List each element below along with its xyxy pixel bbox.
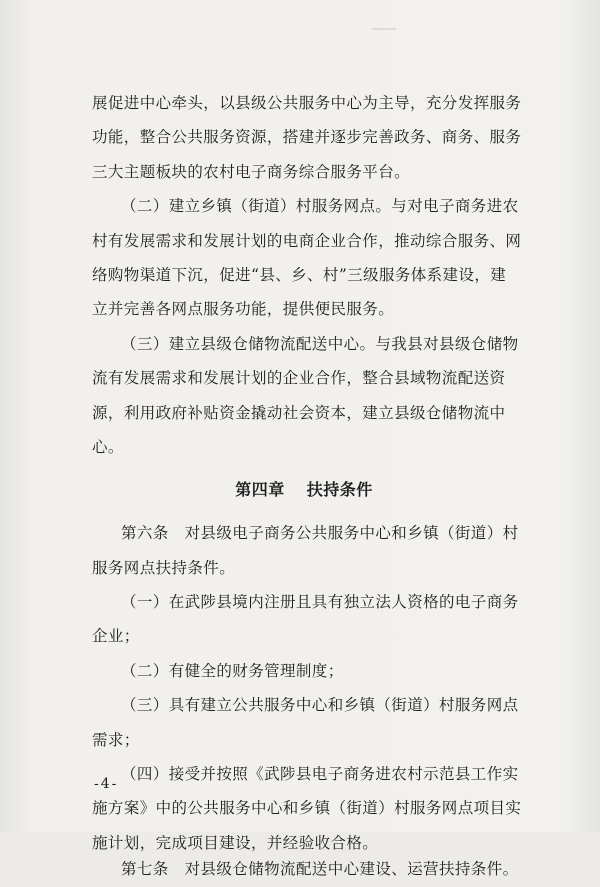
text-line: （四）接受并按照《武陟县电子商务进农村示范县工作实 <box>121 765 519 784</box>
condition-item-2 <box>92 654 516 688</box>
text-line: （三）具有建立公共服务中心和乡镇（街道）村服务网点 <box>121 696 519 715</box>
text-line: 第七条 对县级仓储物流配送中心建设、运营扶持条件。 <box>121 860 519 879</box>
text-line: （二）有健全的财务管理制度； <box>121 661 344 680</box>
condition-item-4 <box>92 757 522 860</box>
text-line: 心。 <box>92 437 124 456</box>
text-line: 立并完善各网点服务功能，提供便民服务。 <box>92 300 395 319</box>
text-line: 展促进中心牵头，以县级公共服务中心为主导，充分发挥服务 <box>92 94 522 112</box>
condition-item-1 <box>92 585 519 654</box>
text-line: 源，利用政府补贴资金撬动社会资本，建立县级仓储物流中 <box>92 403 506 422</box>
chapter-heading <box>92 464 516 516</box>
article-six <box>92 516 519 585</box>
text-line: 第六条 对县级电子商务公共服务中心和乡镇（街道）村 <box>121 524 519 543</box>
text-line: （二）建立乡镇（街道）村服务网点。与对电子商务进农 <box>121 197 519 216</box>
text-line: 施方案》中的公共服务中心和乡镇（街道）村服务网点项目实 <box>92 799 522 818</box>
text-line: 三大主题板块的农村电子商务综合服务平台。 <box>92 162 411 181</box>
text-line: 村有发展需求和发展计划的电商企业合作，推动综合服务、网 <box>92 231 522 250</box>
condition-item-3 <box>92 688 519 757</box>
text-line: （三）建立县级仓储物流配送中心。与我县对县级仓储物 <box>121 334 519 353</box>
chapter-title: 扶持条件 <box>306 480 373 500</box>
text-line: 络购物渠道下沉，促进“县、乡、村”三级服务体系建设，建 <box>92 265 507 284</box>
text-line: 流有发展需求和发展计划的企业合作，整合县域物流配送资 <box>92 369 506 388</box>
text-line: 功能，整合公共服务资源，搭建并逐步完善政务、商务、服务 <box>92 128 522 147</box>
paragraph-service-platform <box>92 86 522 189</box>
scan-artifact <box>372 28 396 30</box>
page-number: -4- <box>94 776 119 792</box>
body-text <box>92 86 522 887</box>
article-seven <box>92 852 519 886</box>
paragraph-township-service-points <box>92 189 522 327</box>
paragraph-logistics-center <box>92 327 519 465</box>
text-line: 服务网点扶持条件。 <box>92 558 236 577</box>
text-line: 企业； <box>92 627 140 646</box>
text-line: 需求； <box>92 730 140 749</box>
text-line: （一）在武陟县境内注册且具有独立法人资格的电子商务 <box>121 593 519 612</box>
text-line: 施计划，完成项目建设，并经验收合格。 <box>92 833 379 852</box>
chapter-number: 第四章 <box>235 480 285 500</box>
